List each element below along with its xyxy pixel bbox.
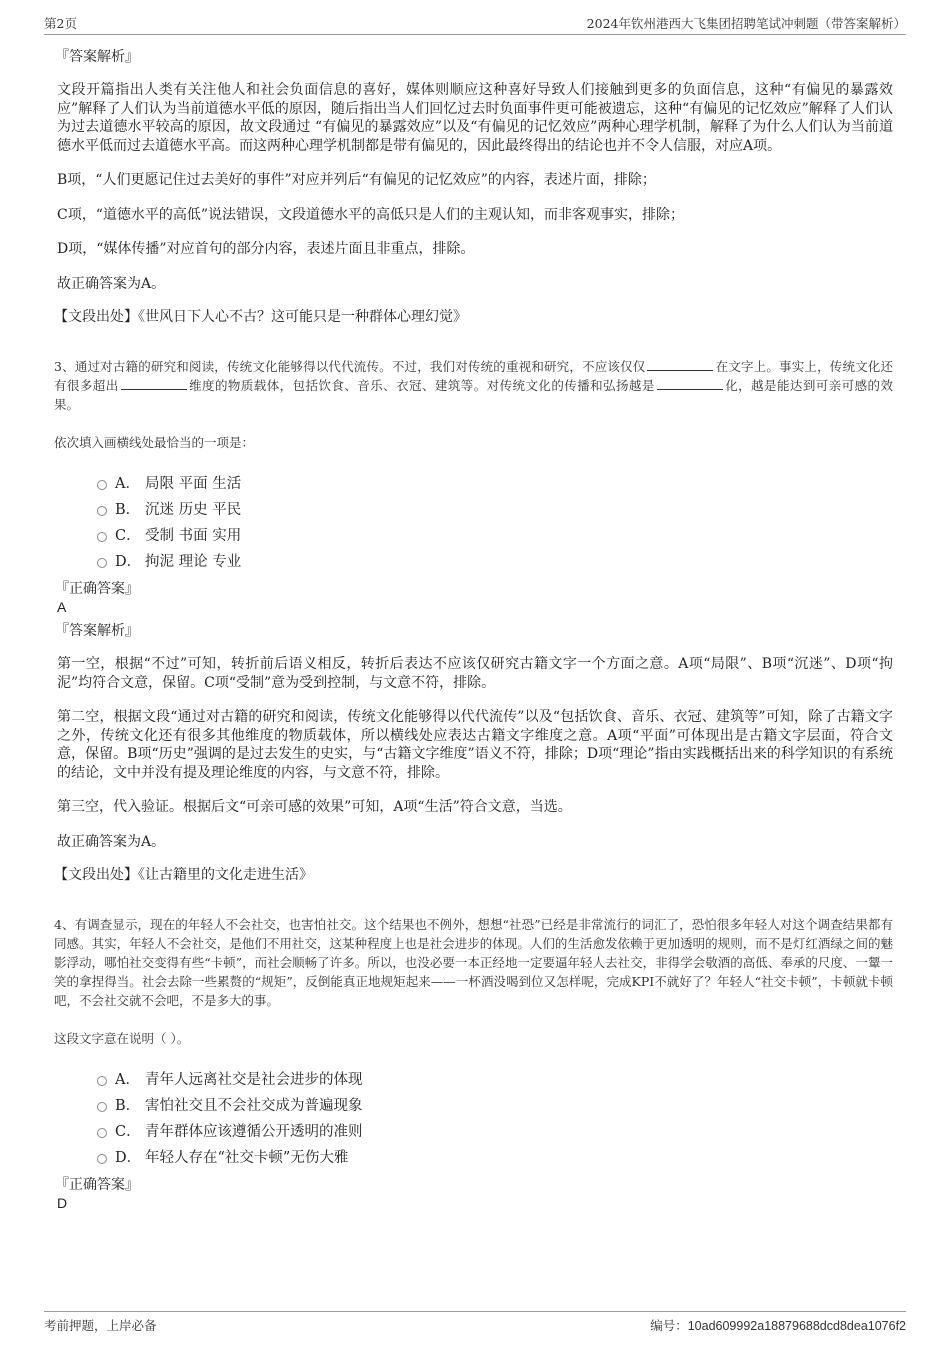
radio-icon[interactable] bbox=[97, 1154, 107, 1164]
correct-answer-tag: 『正确答案』 bbox=[55, 1177, 139, 1193]
page-content bbox=[54, 47, 893, 1211]
option-c[interactable]: C． 受制 书面 实用 bbox=[95, 523, 893, 549]
analysis-tag: 『答案解析』 bbox=[55, 49, 139, 65]
correct-answer-tag: 『正确答案』 bbox=[55, 581, 139, 597]
radio-icon[interactable] bbox=[97, 1076, 107, 1086]
option-a[interactable]: A． 局限 平面 生活 bbox=[95, 471, 893, 497]
option-d[interactable]: D． 拘泥 理论 专业 bbox=[95, 549, 893, 575]
analysis-paragraph: 第二空，根据文段“通过对古籍的研究和阅读，传统文化能够得以代代流传”以及“包括饮食、音乐、衣冠、建筑等”可知，除了古籍文字之外，传统文化还有很多其他维度的物质载体，所以横线处应表达古籍文字维度之意。A项“平面”可体现出是古籍文字层面，符合文意，保留。B项“历史”强调的是过去发生的史实，与“古籍文字维度”语义不符，排除；D项“理论”指由实践概括出来的科学知识的有系统的结论，文中并没有提及理论维度的内容，与文意不符，排除。 bbox=[57, 709, 893, 781]
correct-answer: D bbox=[57, 1195, 68, 1211]
radio-icon[interactable] bbox=[97, 558, 107, 568]
document-title: 2024年钦州港西大飞集团招聘笔试冲刺题（带答案解析） bbox=[586, 16, 906, 31]
analysis-paragraph: B项，“人们更愿记住过去美好的事件”对应并列后“有偏见的记忆效应”的内容，表述片面，排除； bbox=[57, 172, 656, 188]
question-3-options bbox=[95, 471, 893, 575]
analysis-paragraph: 第一空，根据“不过”可知，转折前后语义相反，转折后表达不应该仅研究古籍文字一个方面之意。A项“局限”、B项“沉迷”、D项“拘泥”均符合文意，保留。C项“受制”意为受到控制，与文意不符，排除。 bbox=[57, 656, 893, 691]
fill-blank bbox=[657, 376, 723, 390]
fill-blank bbox=[121, 376, 187, 390]
analysis-paragraph: 文段开篇指出人类有关注他人和社会负面信息的喜好，媒体则顺应这种喜好导致人们接触到更多的负面信息，这种“有偏见的暴露效应”解释了人们认为当前道德水平低的原因，随后指出当人们回忆过去时负面事件更可能被遗忘，这种“有偏见的记忆效应”解释了人们认为过去道德水平较高的原因，故文段通过 “有偏见的暴露效应”以及“有偏见的记忆效应”两种心理学机制，解释了为什么人们认为当前道德水平低而过去道德水平高。而这两种心理学机制都是带有偏见的，因此最终得出的结论也并不令人信服，对应A项。 bbox=[57, 82, 893, 154]
question-4-prompt: 这段文字意在说明（ ）。 bbox=[54, 1031, 190, 1046]
source-citation: 【文段出处】《世风日下人心不古？这可能只是一种群体心理幻觉》 bbox=[54, 309, 467, 325]
analysis-paragraph: 第三空，代入验证。根据后文“可亲可感的效果”可知，A项“生活”符合文意，当选。 bbox=[57, 799, 572, 815]
page-number: 第2页 bbox=[44, 16, 77, 31]
analysis-paragraph: 故正确答案为A。 bbox=[57, 833, 166, 850]
question-4-options bbox=[95, 1067, 893, 1171]
option-d[interactable]: D． 年轻人存在“社交卡顿”无伤大雅 bbox=[95, 1145, 893, 1171]
question-3-prompt: 依次填入画横线处最恰当的一项是： bbox=[54, 435, 255, 450]
question-3-text: 3、通过对古籍的研究和阅读，传统文化能够得以代代流传。不过，我们对传统的重视和研究，不应该仅仅 在文字上。事实上，传统文化还有很多超出 维度的物质载体，包括饮食、音乐、衣冠、建筑等。对传统文化的传播和弘扬越是 化，越是能达到可亲可感的效果。 bbox=[54, 359, 893, 412]
fill-blank bbox=[647, 357, 713, 371]
radio-icon[interactable] bbox=[97, 1102, 107, 1112]
question-4-text: 4、有调查显示，现在的年轻人不会社交，也害怕社交。这个结果也不例外，想想“社恐”已经是非常流行的词汇了，恐怕很多年轻人对这个调查结果都有同感。其实，年轻人不会社交，是他们不用社交，这某种程度上也是社会进步的体现。人们的生活愈发依赖于更加透明的规则，而不是灯红酒绿之间的魅影浮动，哪怕社交变得有些“卡顿”，而社会顺畅了许多。所以，也没必要一本正经地一定要逼年轻人去社交，非得学会敬酒的高低、奉承的尺度、一颦一笑的拿捏得当。社会去除一些累赘的“规矩”，反倒能真正地规矩起来——一杯酒没喝到位又怎样呢，完成KPI不就好了？年轻人“社交卡顿”，卡顿就卡顿吧，不会社交就不会吧，不是多大的事。 bbox=[54, 917, 893, 1008]
analysis-tag: 『答案解析』 bbox=[55, 623, 139, 639]
option-c[interactable]: C． 青年群体应该遵循公开透明的准则 bbox=[95, 1119, 893, 1145]
page-header bbox=[44, 12, 906, 35]
option-a[interactable]: A． 青年人远离社交是社会进步的体现 bbox=[95, 1067, 893, 1093]
radio-icon[interactable] bbox=[97, 1128, 107, 1138]
source-citation: 【文段出处】《让古籍里的文化走进生活》 bbox=[54, 867, 313, 883]
document-code: 编号：10ad609992a18879688dcd8dea1076f2 bbox=[650, 1318, 906, 1333]
page-footer bbox=[44, 1311, 906, 1334]
correct-answer: A bbox=[57, 599, 67, 615]
footer-slogan: 考前押题，上岸必备 bbox=[44, 1318, 157, 1333]
analysis-paragraph: C项，“道德水平的高低”说法错误，文段道德水平的高低只是人们的主观认知，而非客观事实，排除； bbox=[57, 206, 685, 223]
radio-icon[interactable] bbox=[97, 480, 107, 490]
option-b[interactable]: B． 沉迷 历史 平民 bbox=[95, 497, 893, 523]
radio-icon[interactable] bbox=[97, 532, 107, 542]
radio-icon[interactable] bbox=[97, 506, 107, 516]
analysis-paragraph: 故正确答案为A。 bbox=[57, 275, 166, 292]
option-b[interactable]: B． 害怕社交且不会社交成为普遍现象 bbox=[95, 1093, 893, 1119]
analysis-paragraph: D项，“媒体传播”对应首句的部分内容，表述片面且非重点，排除。 bbox=[57, 241, 475, 257]
